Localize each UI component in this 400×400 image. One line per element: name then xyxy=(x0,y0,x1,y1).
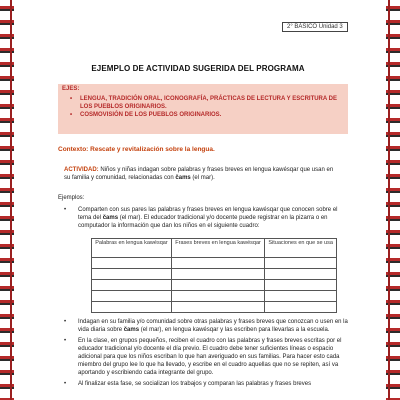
actividad-paragraph xyxy=(64,166,334,182)
example-text-before: Al finalizar esta fase, se socializan los trabajos y comparan las palabras y frases breves xyxy=(78,381,312,387)
decorative-border-left xyxy=(0,0,14,400)
ejes-item: • COSMOVISIÓN DE LOS PUEBLOS ORIGINARIOS. xyxy=(70,111,340,119)
example-list-bottom xyxy=(58,318,348,391)
page-title: EJEMPLO DE ACTIVIDAD SUGERIDA DEL PROGRAMA xyxy=(91,64,305,73)
example-text-before: En la clase, en grupos pequeños, reciben el cuadro con las palabras y frases breves escritas por el educador tradicional y/o docente el día previo. El cuadro debe tener suficientes líneas o espacio adicional para que los niños escriban lo que han averiguado en sus familias. Para hacer esto cada miembro del grupo lee lo que ha llevado, y escribe en el cuadro aquellas que no se repiten, así va aportando y escribiendo cada integrante del grupo. xyxy=(78,338,342,376)
example-list-top xyxy=(58,206,348,233)
table-cell xyxy=(171,280,264,291)
table-cell xyxy=(265,302,337,313)
table-cell xyxy=(92,258,172,269)
example-item xyxy=(58,337,348,377)
table-cell xyxy=(92,291,172,302)
table-cell xyxy=(171,258,264,269)
table-header: Situaciones en que se usa xyxy=(265,239,337,258)
table-row xyxy=(92,291,337,302)
table-cell xyxy=(92,280,172,291)
ejemplos-label: Ejemplos: xyxy=(58,195,85,201)
ejes-item: • LENGUA, TRADICIÓN ORAL, ICONOGRAFÍA, PRÁCTICAS DE LECTURA Y ESCRITURA DE LOS PUEBLOS ORIGINARIOS. xyxy=(70,95,340,111)
table-cell xyxy=(171,291,264,302)
table-row xyxy=(92,280,337,291)
example-text-before: Indagan en su familia y/o comunidad sobre otras palabras y frases breves que conozcan o usen en la vida diaria sobre xyxy=(78,319,348,333)
table-cell xyxy=(171,302,264,313)
actividad-bold-word: čams xyxy=(175,175,191,181)
decorative-border-right xyxy=(386,0,400,400)
table-cell xyxy=(265,258,337,269)
example-text-after: (el mar). El educador tradicional y/o docente puede registrar en la pizarra o en computador la información que dan los niños en el siguiente cuadro: xyxy=(78,215,328,229)
ejes-box xyxy=(58,84,348,134)
table-cell xyxy=(265,269,337,280)
table-body xyxy=(92,258,337,313)
registro-table xyxy=(91,238,337,313)
actividad-label: ACTIVIDAD: xyxy=(64,167,99,173)
table-cell xyxy=(92,302,172,313)
ejes-list xyxy=(70,95,340,119)
example-text-before: Comparten con sus pares las palabras y frases breves en lengua kawésqar que conocen sobre el tema del xyxy=(78,207,338,221)
grade-unit-badge: 2° BÁSICO Unidad 3 xyxy=(282,22,348,32)
table-row xyxy=(92,258,337,269)
example-item xyxy=(58,380,348,388)
table-cell xyxy=(265,280,337,291)
table-cell xyxy=(171,269,264,280)
ejes-label: EJES: xyxy=(62,86,80,92)
example-bold-word: čams xyxy=(123,327,140,333)
actividad-text-after: (el mar). xyxy=(190,175,215,181)
table-row xyxy=(92,302,337,313)
actividad-text-before: Niños y niñas indagan sobre palabras y frases breves en lengua kawésqar que usan en su familia y comunidad, relacionadas con xyxy=(64,167,334,181)
example-item xyxy=(58,318,348,334)
example-bold-word: čams xyxy=(102,215,119,221)
table-header: Palabras en lengua kawésqar xyxy=(92,239,172,258)
table-row xyxy=(92,269,337,280)
example-item xyxy=(58,206,348,230)
table-header: Frases breves en lengua kawésqar xyxy=(171,239,264,258)
table-cell xyxy=(265,291,337,302)
example-text-after: (el mar), en lengua kawésqar y las escriben para llevarlas a la escuela. xyxy=(139,327,330,333)
table-cell xyxy=(92,269,172,280)
contexto-text: Contexto: Rescate y revitalización sobre la lengua. xyxy=(58,146,215,153)
